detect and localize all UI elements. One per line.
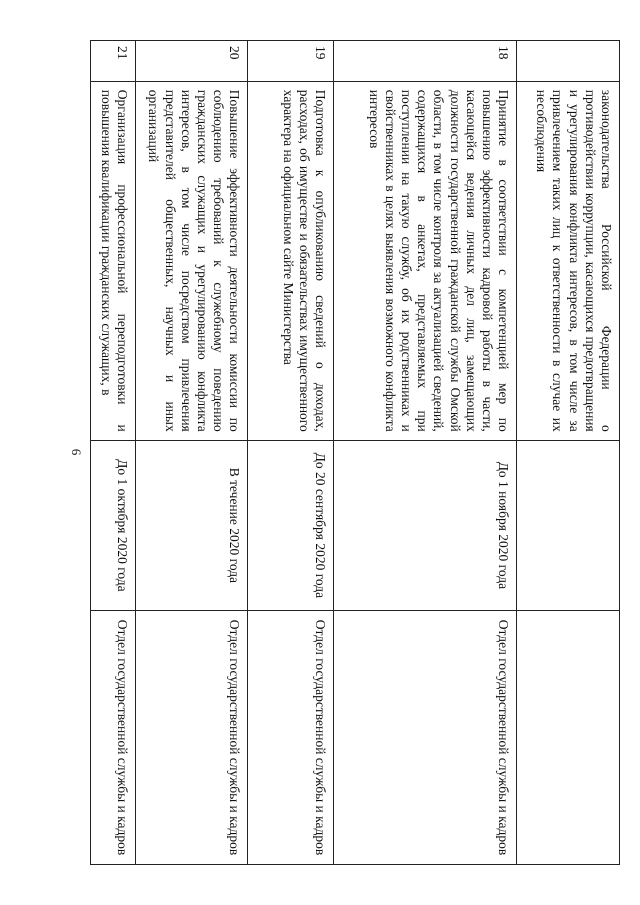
measure-text: Организация профессиональной переподготовки и повышения квалификации гражданских служащих, в [91, 81, 136, 440]
row-number: 19 [248, 41, 334, 82]
measures-table [90, 40, 620, 865]
row-number: 21 [91, 41, 136, 82]
deadline: В течение 2020 года [136, 440, 248, 610]
responsible: Отдел государственной службы и кадров [248, 611, 334, 865]
table-row [136, 41, 248, 865]
responsible: Отдел государственной службы и кадров [91, 611, 136, 865]
page-number: 6 [69, 448, 84, 456]
responsible: Отдел государственной службы и кадров [136, 611, 248, 865]
measure-text: Принятие в соответствии с компетенцией мер по повышению эффективности кадровой работы в части, касающейся ведения личных дел лиц, замещающих должности государственной гражданской службы Омской области, в том числе контроля за актуализацией сведений, содержащихся в анкетах, представляемых при поступлении на такую службу, об их родственниках и свойственниках в целях выявления возможного конфликта интересов [334, 81, 517, 440]
deadline [517, 440, 620, 610]
row-number: 20 [136, 41, 248, 82]
deadline: До 1 ноября 2020 года [334, 440, 517, 610]
table-row [248, 41, 334, 865]
deadline: До 20 сентября 2020 года [248, 440, 334, 610]
responsible: Отдел государственной службы и кадров [334, 611, 517, 865]
measure-text: Повышение эффективности деятельности комиссии по соблюдению требований к служебному поведению гражданских служащих и урегулированию конфликта интересов, в том числе посредством привлечения представителей общественных, научных и иных организаций [136, 81, 248, 440]
table-row [91, 41, 136, 865]
measure-text: Подготовка к опубликованию сведений о доходах, расходах, об имуществе и обязательствах имущественного характера на официальном сайте Министерства [248, 81, 334, 440]
table-row [334, 41, 517, 865]
deadline: До 1 октября 2020 года [91, 440, 136, 610]
table-row [517, 41, 620, 865]
measure-text: законодательства Российской Федерации о противодействии коррупции, касающихся предотвращения и урегулирования конфликта интересов, в том числе за привлечением таких лиц к ответственности в случае их несоблюдения [517, 81, 620, 440]
rotated-table-container [90, 40, 620, 865]
row-number: 18 [334, 41, 517, 82]
row-number [517, 41, 620, 82]
responsible [517, 611, 620, 865]
